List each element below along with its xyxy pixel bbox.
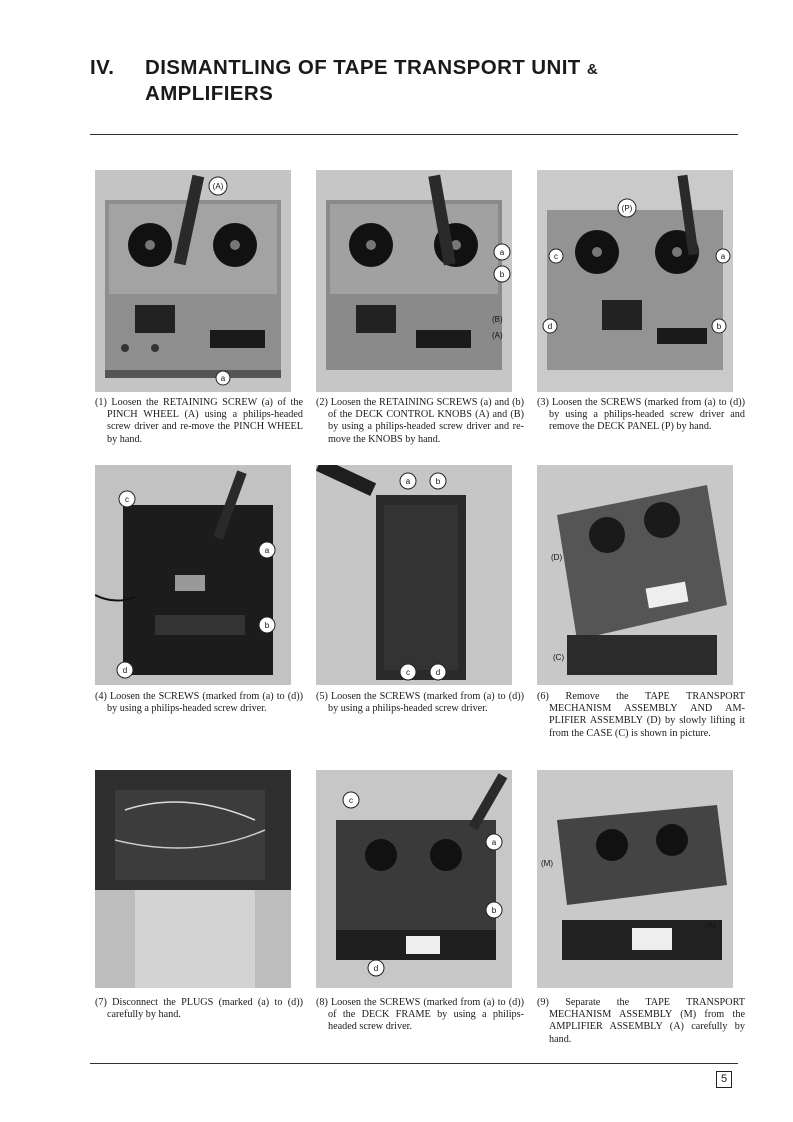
label-6-1: (C)	[553, 653, 565, 662]
label-2-3: (A)	[492, 331, 503, 340]
photo-step-5	[316, 465, 512, 685]
photo-step-8	[316, 770, 512, 988]
caption-step-6: (6) Remove the TAPE TRANSPORT MECHANISM ASSEMBLY AND AM-PLIFIER ASSEMBLY (D) by slowly lifting it from the CASE (C) is shown in picture.	[537, 691, 745, 739]
label-6-0: (D)	[551, 553, 563, 562]
photo-step-2	[316, 170, 512, 392]
caption-step-8: (8) Loosen the SCREWS (marked from (a) to (d)) of the DECK FRAME by using a philips-headed screw driver.	[316, 997, 524, 1033]
label-5-0: a	[405, 477, 411, 486]
caption-step-7: (7) Disconnect the PLUGS (marked (a) to (d)) carefully by hand.	[95, 997, 303, 1021]
label-5-2: c	[406, 668, 410, 677]
page-number: 5	[716, 1071, 732, 1088]
label-8-1: a	[491, 838, 497, 847]
caption-step-1: (1) Loosen the RETAINING SCREW (a) of the PINCH WHEEL (A) using a philips-headed screw driver and re-move the PINCH WHEEL by hand.	[95, 397, 303, 445]
photo-step-9	[537, 770, 733, 988]
label-3-0: (P)	[621, 204, 633, 213]
title-ampersand: &	[586, 61, 599, 78]
label-1-1: a	[220, 374, 226, 383]
footer-rule	[90, 1063, 738, 1064]
label-8-0: c	[349, 796, 353, 805]
label-8-3: d	[373, 964, 379, 973]
label-8-2: b	[491, 906, 497, 915]
header-rule	[90, 134, 738, 135]
photo-step-4	[95, 465, 291, 685]
label-3-3: d	[547, 322, 553, 331]
photo-step-1	[95, 170, 291, 392]
section-title	[90, 56, 730, 106]
photo-step-7	[95, 770, 291, 988]
label-3-1: c	[554, 252, 558, 261]
label-3-2: a	[720, 252, 726, 261]
label-4-3: d	[122, 666, 128, 675]
caption-step-5: (5) Loosen the SCREWS (marked from (a) to (d)) by using a philips-headed screw driver.	[316, 691, 524, 715]
label-3-4: b	[716, 322, 722, 331]
label-9-1: (A)	[705, 921, 716, 930]
label-2-2: (B)	[492, 315, 503, 324]
title-line-1: DISMANTLING OF TAPE TRANSPORT UNIT	[145, 56, 581, 79]
label-2-0: a	[499, 248, 505, 257]
label-4-0: c	[125, 495, 129, 504]
caption-step-3: (3) Loosen the SCREWS (marked from (a) to (d)) by using a philips-headed screw driver and remove the DECK PANEL (P) by hand.	[537, 397, 745, 433]
label-1-0: (A)	[212, 182, 224, 191]
label-4-1: a	[264, 546, 270, 555]
label-9-0: (M)	[541, 859, 553, 868]
label-5-3: d	[435, 668, 441, 677]
label-2-1: b	[499, 270, 505, 279]
caption-step-4: (4) Loosen the SCREWS (marked from (a) to (d)) by using a philips-headed screw driver.	[95, 691, 303, 715]
title-line-2: AMPLIFIERS	[145, 82, 274, 105]
section-number: IV.	[90, 56, 115, 79]
caption-step-9: (9) Separate the TAPE TRANSPORT MECHANISM ASSEMBLY (M) from the AMPLIFIER ASSEMBLY (A) carefully by hand.	[537, 997, 745, 1045]
photo-step-6	[537, 465, 733, 685]
label-4-2: b	[264, 621, 270, 630]
photo-step-3	[537, 170, 733, 392]
label-5-1: b	[435, 477, 441, 486]
caption-step-2: (2) Loosen the RETAINING SCREWS (a) and (b) of the DECK CONTROL KNOBS (A) and (B) by using a philips-headed screw driver and re-move the KNOBS by hand.	[316, 397, 524, 445]
